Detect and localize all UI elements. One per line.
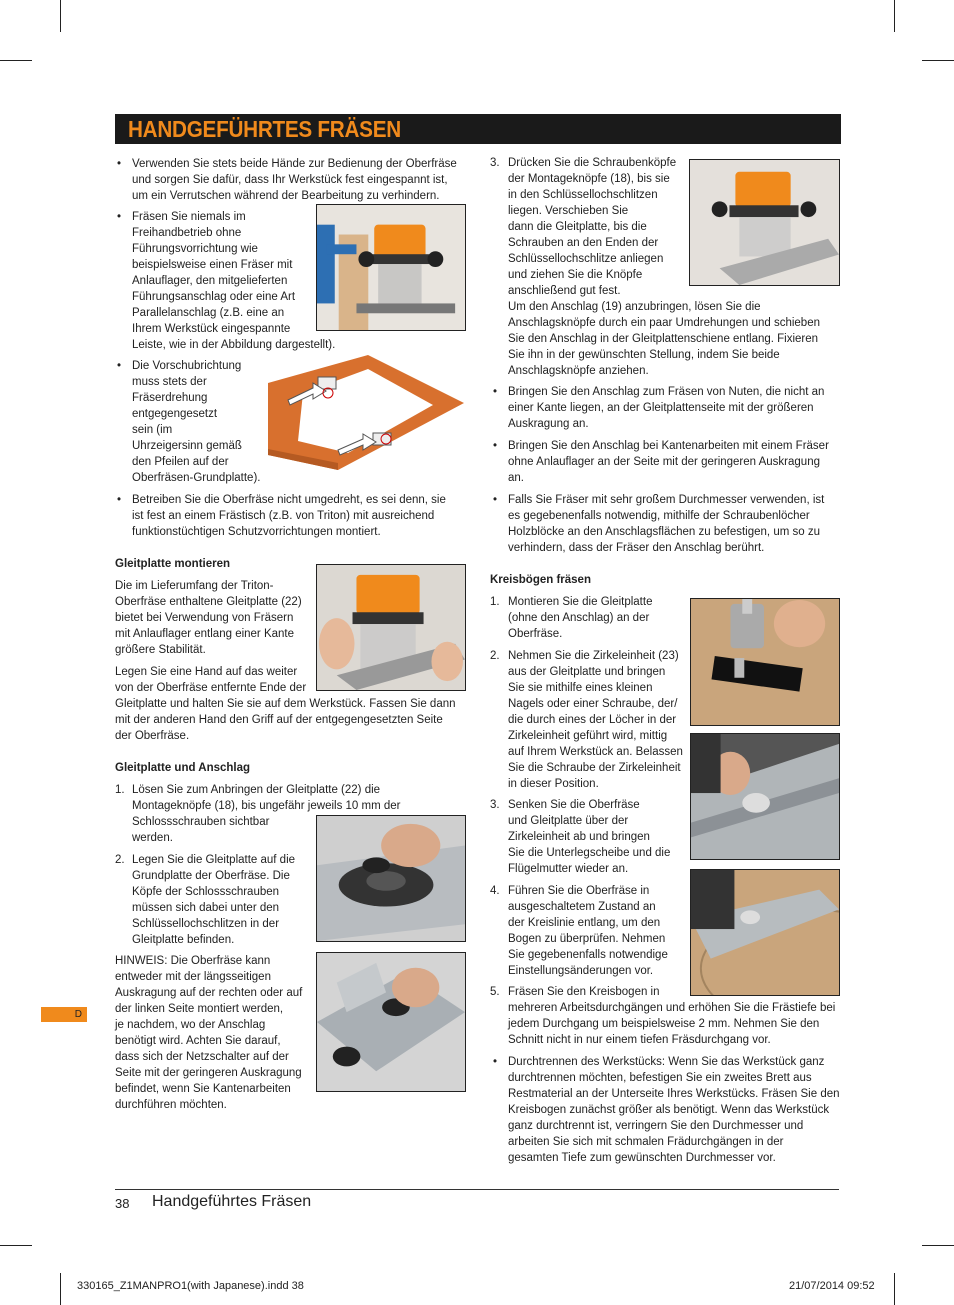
step-text-line: Schnitt nicht in nur einem tiefen Fräsdurchgang vor. — [508, 1034, 771, 1046]
step-text-line: jedem Durchgang um beispielsweise 2 mm. Nehmen Sie den — [508, 1018, 820, 1030]
step-text-line: der Montageknöpfe (18), bis sie — [508, 173, 670, 185]
router-on-base-plate-photo — [316, 564, 466, 691]
step-text-line: müssen sich dabei unter den — [132, 902, 280, 914]
wing-nut-photo — [690, 733, 840, 860]
step-number: 2. — [115, 854, 125, 866]
bullet-text-line: beispielsweise einen Fräser mit — [132, 259, 293, 271]
bullet-text-line: ganz durchtrennt ist, verringern Sie den Durchmesser und — [508, 1120, 804, 1132]
language-tab-label: D — [74, 1009, 82, 1020]
step-text-line: Gleitplatte befinden. — [132, 934, 235, 946]
bullet-text-line: ist fest an einem Frästisch (z.B. von Triton) mit ausreichend — [132, 510, 435, 522]
paragraph-line: der Oberfräse. — [115, 730, 190, 742]
step-text-line: in dieser Position. — [508, 778, 599, 790]
step-text-line: Sie ihn in der gewünschten Stellung, indem Sie beide — [508, 349, 780, 361]
step-text-line: Sie die Unterlegscheibe und die — [508, 847, 671, 859]
bullet-text-line: um ein Verrutschen während der Bearbeitung zu verhindern. — [132, 190, 440, 202]
bullet-text-line: es gegebenenfalls notwendig, mithilfe der Schraubenlöcher — [508, 510, 810, 522]
step-text-line: Bogen zu überprüfen. Nehmen — [508, 933, 666, 945]
bullet-marker: • — [493, 494, 498, 506]
subheading-kreisboegen: Kreisbögen fräsen — [490, 574, 591, 586]
bullet-text-line: Betreiben Sie die Oberfräse nicht umgedreht, es sei denn, sie — [132, 494, 446, 506]
step-text-line: Sie sie mithilfe eines kleinen — [508, 682, 653, 694]
step-text-line: Lösen Sie zum Anbringen der Gleitplatte (22) die — [132, 784, 381, 796]
arc-routing-photo — [690, 869, 840, 996]
step-text-line: Nehmen Sie die Zirkeleinheit (23) — [508, 650, 679, 662]
step-text-line: die durch eines der Löcher in der — [508, 714, 677, 726]
bullet-marker: • — [117, 158, 122, 170]
step-text-line: dann die Gleitplatte, bis die — [508, 221, 647, 233]
paragraph-line: Gleitplatte und halten Sie sie auf dem Werkstück. Fassen Sie dann — [115, 698, 456, 710]
note-line: dass sich der Netzschalter auf der — [115, 1051, 289, 1063]
step-text-line: Montageknöpfe (18), bis ungefähr jeweils 10 mm der — [132, 800, 401, 812]
step-number: 5. — [490, 986, 500, 998]
step-text-line: Um den Anschlag (19) anzubringen, lösen Sie die — [508, 301, 761, 313]
bullet-text-line: Führungsvorrichtung wie — [132, 243, 258, 255]
step-text-line: Sie die Schraube der Zirkeleinheit — [508, 762, 681, 774]
bullet-text-line: den Pfeilen auf der — [132, 456, 229, 468]
step-text-line: Schlüssellochschlitzen in der — [132, 918, 280, 930]
step-text-line: werden. — [132, 832, 173, 844]
paragraph-line: Legen Sie eine Hand auf das weiter — [115, 666, 298, 678]
step-text-line: Fräsen Sie den Kreisbogen in — [508, 986, 660, 998]
slug-filename: 330165_Z1MANPRO1(with Japanese).indd 38 — [77, 1280, 304, 1292]
router-on-plate-fence-photo — [689, 159, 840, 286]
bullet-text-line: Freihandbetrieb ohne — [132, 227, 242, 239]
step-number: 3. — [490, 799, 500, 811]
step-text-line: Grundplatte der Oberfräse. Die — [132, 870, 290, 882]
bullet-text-line: Restmaterial an der Unterseite Ihres Werkstücks. Fräsen Sie den — [508, 1088, 840, 1100]
paragraph-line: Oberfräse enthaltene Gleitplatte (22) — [115, 596, 302, 608]
bullet-text-line: verhindern, dass der Fräser den Anschlag berührt. — [508, 542, 765, 554]
bullet-text-line: sein (im — [132, 424, 173, 436]
step-text-line: Einstellungsänderungen vor. — [508, 965, 654, 977]
crop-mark — [894, 1273, 895, 1305]
subheading-gleitplatte-montieren: Gleitplatte montieren — [115, 558, 231, 570]
bullet-marker: • — [117, 211, 122, 223]
step-text-line: Schrauben an den Enden der — [508, 237, 659, 249]
step-text-line: aus der Gleitplatte und bringen — [508, 666, 666, 678]
step-text-line: Zirkeleinheit ab und bringen — [508, 831, 650, 843]
step-text-line: und Gleitplatte über der — [508, 815, 629, 827]
bullet-marker: • — [493, 1056, 498, 1068]
bullet-text-line: Führungsanschlag oder eine Art — [132, 291, 296, 303]
note-line: benötigt wird. Achten Sie darauf, — [115, 1035, 281, 1047]
step-text-line: Montieren Sie die Gleitplatte — [508, 596, 653, 608]
step-text-line: auf Ihrem Werkstück an. Belassen — [508, 746, 683, 758]
step-number: 1. — [490, 596, 500, 608]
crop-mark — [894, 0, 895, 32]
feed-direction-diagram — [268, 355, 464, 470]
note-line: befindet, wenn Sie Kantenarbeiten — [115, 1083, 291, 1095]
bullet-marker: • — [117, 494, 122, 506]
step-text-line: (ohne den Anschlag) an der — [508, 612, 650, 624]
step-text-line: Flügelmutter wieder an. — [508, 863, 629, 875]
mounting-knob-photo — [316, 815, 466, 942]
bullet-text-line: Kreisbogen zunächst größer als benötigt. Wenn das Werkstück — [508, 1104, 830, 1116]
step-text-line: Schlossschrauben sichtbar — [132, 816, 270, 828]
bullet-marker: • — [493, 440, 498, 452]
base-plate-slots-photo — [316, 952, 466, 1092]
note-line: der linken Seite montiert werden, — [115, 1003, 284, 1015]
bullet-text-line: funktionstüchtigen Schutzvorrichtungen montiert. — [132, 526, 381, 538]
step-text-line: Köpfe der Schlossschrauben — [132, 886, 280, 898]
bullet-text-line: Bringen Sie den Anschlag zum Fräsen von Nuten, die nicht an — [508, 386, 825, 398]
page-title: HANDGEFÜHRTES FRÄSEN — [128, 116, 401, 142]
step-number: 1. — [115, 784, 125, 796]
step-text-line: ausgeschaltetem Zustand an — [508, 901, 656, 913]
bullet-text-line: muss stets der — [132, 376, 207, 388]
bullet-text-line: Bringen Sie den Anschlag bei Kantenarbeiten mit einem Fräser — [508, 440, 829, 452]
step-text-line: Sie gegebenenfalls notwendige — [508, 949, 668, 961]
router-with-fence-photo — [316, 204, 466, 331]
section-title-bar — [115, 114, 841, 144]
step-text-line: Legen Sie die Gleitplatte auf die — [132, 854, 296, 866]
note-line: Seite mit der geringeren Auskragung — [115, 1067, 302, 1079]
step-text-line: anschließend gut fest. — [508, 285, 621, 297]
subheading-gleitplatte-anschlag: Gleitplatte und Anschlag — [115, 762, 251, 774]
step-text-line: Senken Sie die Oberfräse — [508, 799, 640, 811]
step-text-line: liegen. Verschieben Sie — [508, 205, 629, 217]
step-text-line: mehreren Arbeitsdurchgängen und erhöhen Sie die Frästiefe bei — [508, 1002, 836, 1014]
paragraph-line: größere Stabilität. — [115, 644, 206, 656]
paragraph-line: mit Anlauflager entlang einer Kante — [115, 628, 295, 640]
bullet-text-line: Leiste, wie in der Abbildung dargestellt). — [132, 339, 336, 351]
bullet-text-line: Parallelanschlag (z.B. eine an — [132, 307, 285, 319]
bullet-text-line: entgegengesetzt — [132, 408, 218, 420]
step-text-line: in den Schlüssellochschlitzen — [508, 189, 658, 201]
note-line: je nachdem, wo der Anschlag — [115, 1019, 266, 1031]
step-text-line: Anschlagsknöpfe durch ein paar Umdrehungen und schieben — [508, 317, 820, 329]
crop-mark — [60, 1273, 61, 1305]
note-line: entweder mit der längsseitigen — [115, 971, 271, 983]
step-text-line: Anschlagsknöpfe anziehen. — [508, 365, 649, 377]
slug-date: 21/07/2014 09:52 — [789, 1280, 875, 1292]
bullet-text-line: Die Vorschubrichtung — [132, 360, 242, 372]
crop-mark — [922, 60, 954, 61]
step-text-line: Zirkeleinheit geführt wird, mittig — [508, 730, 668, 742]
bullet-text-line: ohne Anlauflager an der Seite mit der geringeren Auskragung — [508, 456, 820, 468]
language-tab — [41, 1007, 87, 1022]
bullet-text-line: gesamten Tiefe zum gewünschten Durchmesser vor. — [508, 1152, 776, 1164]
step-text-line: Schlüssellochschlitze anliegen — [508, 253, 664, 265]
step-text-line: Führen Sie die Oberfräse in — [508, 885, 650, 897]
bullet-text-line: Fräsen Sie niemals im — [132, 211, 246, 223]
step-text-line: der Kreislinie entlang, um den — [508, 917, 661, 929]
bullet-text-line: durchtrennen möchten, befestigen Sie ein zweites Brett aus — [508, 1072, 812, 1084]
step-text-line: und ziehen Sie die Knöpfe — [508, 269, 643, 281]
paragraph-line: mit der anderen Hand den Griff auf der entgegengesetzten Seite — [115, 714, 443, 726]
bullet-text-line: Falls Sie Fräser mit sehr großem Durchmesser verwenden, ist — [508, 494, 825, 506]
step-number: 2. — [490, 650, 500, 662]
bullet-text-line: Anlauflager, den mitgelieferten — [132, 275, 288, 287]
note-line: HINWEIS: Die Oberfräse kann — [115, 955, 271, 967]
bullet-text-line: Auskragung an. — [508, 418, 589, 430]
paragraph-line: bietet bei Verwendung von Fräsern — [115, 612, 294, 624]
paragraph-line: von der Oberfräse entfernte Ende der — [115, 682, 307, 694]
bullet-text-line: einer Kante liegen, an der Gleitplattenseite mit der größeren — [508, 402, 814, 414]
crop-mark — [60, 0, 61, 32]
crop-mark — [922, 1245, 954, 1246]
bullet-text-line: Uhrzeigersinn gemäß — [132, 440, 242, 452]
bullet-text-line: Holzblöcke an den Anschlagsflächen zu befestigen, um so zu — [508, 526, 820, 538]
bullet-text-line: Oberfräsen-Grundplatte). — [132, 472, 261, 484]
step-text-line: Nagels oder einer Schraube, der/ — [508, 698, 678, 710]
step-text-line: Oberfräse. — [508, 628, 563, 640]
bullet-text-line: Fräserdrehung — [132, 392, 208, 404]
note-line: Auskragung auf der rechten oder auf — [115, 987, 303, 999]
compass-unit-hammer-photo — [690, 598, 840, 726]
bullet-text-line: arbeiten Sie sich mit schmalen Frädurchgängen in der — [508, 1136, 784, 1148]
step-number: 3. — [490, 157, 500, 169]
bullet-marker: • — [117, 360, 122, 372]
note-line: durchführen möchten. — [115, 1099, 227, 1111]
footer-rule — [115, 1189, 839, 1190]
bullet-text-line: an. — [508, 472, 524, 484]
step-number: 4. — [490, 885, 500, 897]
step-text-line: Drücken Sie die Schraubenköpfe — [508, 157, 677, 169]
crop-mark — [0, 60, 32, 61]
bullet-text-line: und sorgen Sie dafür, dass Ihr Werkstück fest eingespannt ist, — [132, 174, 448, 186]
bullet-text-line: Durchtrennen des Werkstücks: Wenn Sie das Werkstück ganz — [508, 1056, 825, 1068]
bullet-text-line: Verwenden Sie stets beide Hände zur Bedienung der Oberfräse — [132, 158, 457, 170]
footer-section-title: Handgeführtes Fräsen — [152, 1193, 312, 1210]
page-number: 38 — [115, 1196, 130, 1211]
bullet-marker: • — [493, 386, 498, 398]
paragraph-line: Die im Lieferumfang der Triton- — [115, 580, 274, 592]
crop-mark — [0, 1245, 32, 1246]
step-text-line: Sie den Anschlag in der Gleitplattenschiene entlang. Fixieren — [508, 333, 819, 345]
bullet-text-line: Ihrem Werkstück eingespannte — [132, 323, 291, 335]
